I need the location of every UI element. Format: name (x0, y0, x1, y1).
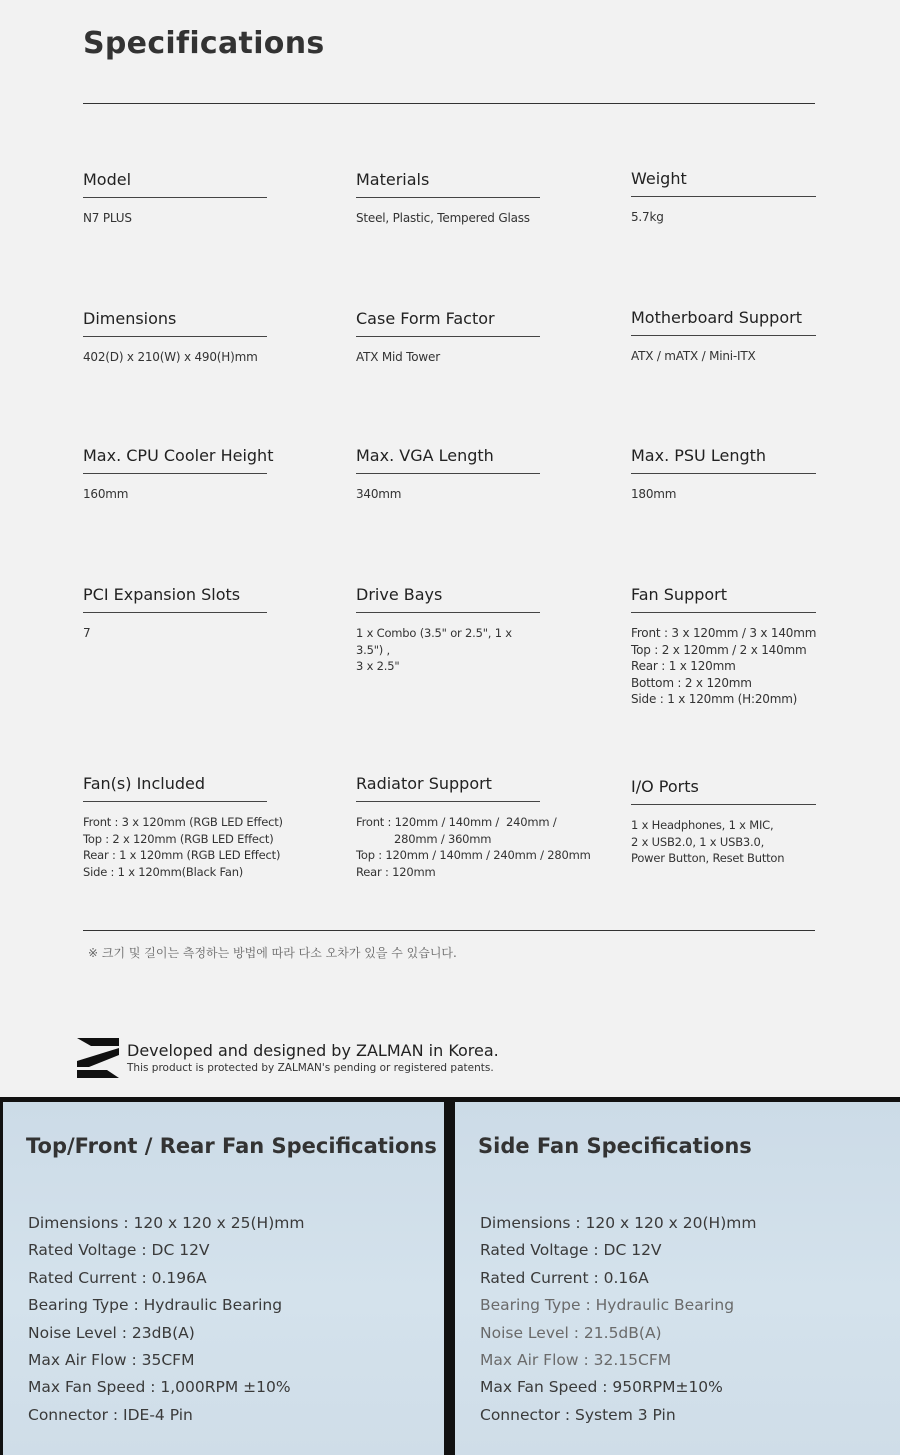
spec-io-ports (631, 777, 816, 867)
spec-label: Drive Bays (356, 585, 540, 613)
list-item: Max Air Flow : 32.15CFM (480, 1350, 672, 1369)
spec-label: Max. VGA Length (356, 446, 540, 474)
spec-cpu-cooler-height (83, 446, 274, 503)
spec-value: Front : 120mm / 140mm / 240mm / 280mm / 360mm Top : 120mm / 140mm / 240mm / 280mm Rear : 120mm (356, 815, 591, 879)
spec-value: Front : 3 x 120mm (RGB LED Effect) Top : 2 x 120mm (RGB LED Effect) Rear : 1 x 120mm (RGB LED Effect) Side : 1 x 120mm(Black Fan) (83, 815, 283, 879)
spec-fan-support (631, 585, 831, 708)
spec-vga-length (356, 446, 540, 503)
brand-title: Developed and designed by ZALMAN in Korea. (127, 1041, 499, 1060)
panel-title: Top/Front / Rear Fan Specifications (26, 1134, 437, 1158)
brand-subtitle: This product is protected by ZALMAN's pending or registered patents. (127, 1062, 494, 1074)
spec-label: Max. PSU Length (631, 446, 816, 474)
list-item: Noise Level : 21.5dB(A) (480, 1323, 662, 1342)
spec-label: Weight (631, 169, 816, 197)
measurement-disclaimer: ※ 크기 및 길이는 측정하는 방법에 따라 다소 오차가 있을 수 있습니다. (88, 946, 457, 960)
spec-label: Motherboard Support (631, 308, 816, 336)
spec-value: 1 x Combo (3.5" or 2.5", 1 x 3.5") , 3 x 2.5" (356, 626, 512, 674)
spec-label: I/O Ports (631, 777, 816, 805)
spec-drive-bays (356, 585, 540, 675)
list-item: Rated Current : 0.196A (28, 1268, 207, 1287)
list-item: Dimensions : 120 x 120 x 20(H)mm (480, 1214, 757, 1232)
spec-label: Model (83, 170, 267, 198)
main-fan-specs-panel (3, 1102, 444, 1455)
zalman-logo-icon (77, 1038, 119, 1078)
spec-materials (356, 170, 540, 227)
side-fan-specs-panel (455, 1102, 900, 1455)
spec-label: Radiator Support (356, 774, 540, 802)
spec-value: 340mm (356, 487, 402, 501)
list-item: Bearing Type : Hydraulic Bearing (480, 1296, 735, 1315)
spec-pci-slots (83, 585, 267, 642)
spec-label: Fan Support (631, 585, 816, 613)
spec-label: PCI Expansion Slots (83, 585, 267, 613)
list-item: Noise Level : 23dB(A) (28, 1323, 195, 1342)
spec-value: 402(D) x 210(W) x 490(H)mm (83, 350, 258, 364)
spec-motherboard-support (631, 308, 816, 365)
spec-value: 160mm (83, 487, 129, 501)
spec-psu-length (631, 446, 816, 503)
list-item: Rated Voltage : DC 12V (28, 1241, 210, 1260)
spec-dimensions (83, 309, 267, 366)
spec-value: Steel, Plastic, Tempered Glass (356, 211, 530, 225)
spec-value: ATX / mATX / Mini-ITX (631, 349, 756, 363)
panel-title: Side Fan Specifications (478, 1134, 752, 1158)
list-item: Dimensions : 120 x 120 x 25(H)mm (28, 1214, 305, 1232)
title-divider (83, 103, 815, 104)
fan-spec-list (28, 1210, 304, 1429)
spec-value: Front : 3 x 120mm / 3 x 140mm Top : 2 x 120mm / 2 x 140mm Rear : 1 x 120mm Bottom : 2 x 120mm Side : 1 x 120mm (H:20mm) (631, 626, 817, 707)
fan-spec-list (480, 1210, 756, 1429)
spec-value: 7 (83, 626, 91, 640)
spec-value: 180mm (631, 487, 677, 501)
spec-case-form-factor (356, 309, 540, 366)
spec-value: 5.7kg (631, 210, 664, 224)
spec-radiator-support (356, 774, 601, 880)
spec-label: Dimensions (83, 309, 267, 337)
spec-weight (631, 169, 816, 226)
list-item: Connector : System 3 Pin (480, 1405, 676, 1424)
spec-value: ATX Mid Tower (356, 350, 440, 364)
list-item: Max Fan Speed : 950RPM±10% (480, 1378, 723, 1397)
spec-label: Max. CPU Cooler Height (83, 446, 267, 474)
bottom-divider (83, 930, 815, 931)
list-item: Rated Current : 0.16A (480, 1268, 649, 1287)
list-item: Max Air Flow : 35CFM (28, 1350, 195, 1369)
list-item: Rated Voltage : DC 12V (480, 1241, 662, 1260)
list-item: Max Fan Speed : 1,000RPM ±10% (28, 1378, 291, 1397)
spec-fans-included (83, 774, 283, 880)
spec-value: 1 x Headphones, 1 x MIC, 2 x USB2.0, 1 x USB3.0, Power Button, Reset Button (631, 818, 785, 866)
spec-label: Materials (356, 170, 540, 198)
spec-value: N7 PLUS (83, 211, 132, 225)
spec-label: Fan(s) Included (83, 774, 267, 802)
spec-model (83, 170, 267, 227)
list-item: Bearing Type : Hydraulic Bearing (28, 1296, 283, 1315)
spec-label: Case Form Factor (356, 309, 540, 337)
list-item: Connector : IDE-4 Pin (28, 1405, 193, 1424)
page-title: Specifications (83, 26, 325, 61)
